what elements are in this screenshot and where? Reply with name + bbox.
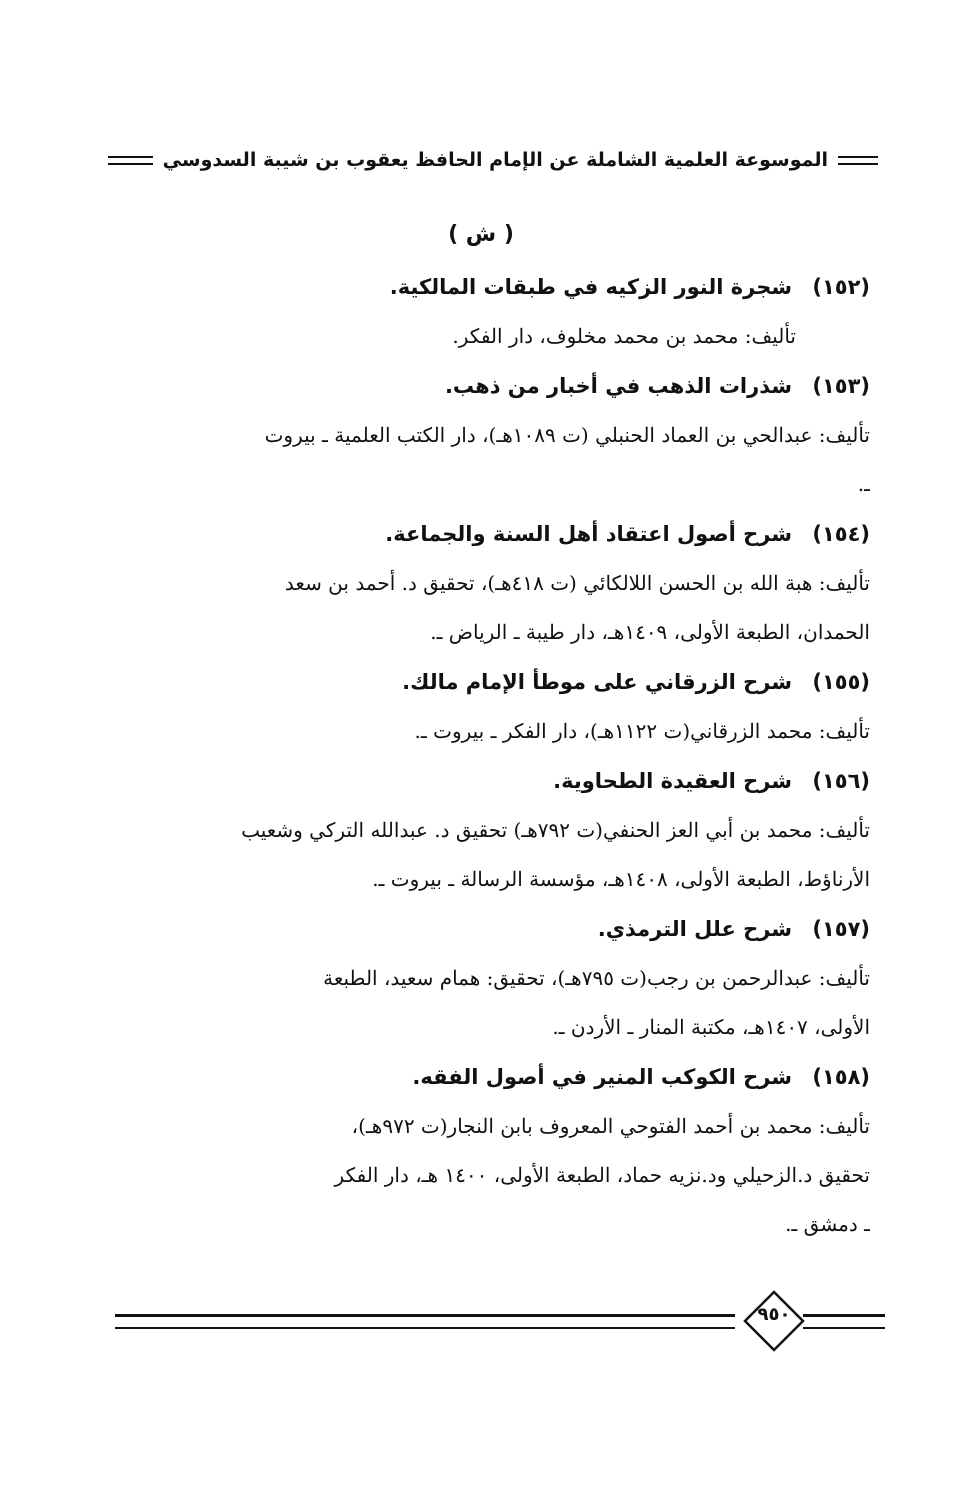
entry-details bbox=[110, 1102, 870, 1249]
entry-number: (١٥٧) bbox=[812, 917, 870, 941]
entry-number: (١٥٢) bbox=[812, 275, 870, 299]
running-header-title: الموسوعة العلمية الشاملة عن الإمام الحافظ يعقوب بن شيبة السدوسي bbox=[162, 149, 828, 171]
entry-title: شرح علل الترمذي. bbox=[597, 917, 792, 941]
entry-heading bbox=[110, 904, 870, 954]
bibliography-entry bbox=[110, 756, 870, 904]
entry-title: شرح الكوكب المنير في أصول الفقه. bbox=[412, 1065, 792, 1089]
page-number: ٩٥٠ bbox=[757, 1304, 791, 1325]
entry-detail-line: تحقيق د.الزحيلي ود.نزيه حماد، الطبعة الأولى، ١٤٠٠ هـ، دار الفكر bbox=[334, 1163, 870, 1187]
bibliography-entry bbox=[110, 904, 870, 1052]
header-rule-right bbox=[838, 156, 878, 165]
entry-details bbox=[110, 411, 870, 509]
entry-number: (١٥٨) bbox=[812, 1065, 870, 1089]
entry-details bbox=[110, 707, 870, 756]
bibliography-entry bbox=[110, 361, 870, 509]
footer-rule-left bbox=[115, 1314, 735, 1329]
entry-detail-line: ـ. bbox=[857, 472, 870, 496]
entry-title: شرح العقيدة الطحاوية. bbox=[553, 769, 792, 793]
entry-number: (١٥٦) bbox=[812, 769, 870, 793]
entry-title: شذرات الذهب في أخبار من ذهب. bbox=[444, 374, 792, 398]
section-letter: ( ش ) bbox=[448, 222, 514, 247]
entry-heading bbox=[110, 1052, 870, 1102]
entry-details bbox=[110, 954, 870, 1052]
entry-title: شرح أصول اعتقاد أهل السنة والجماعة. bbox=[385, 522, 792, 546]
entry-details bbox=[110, 559, 870, 657]
entry-number: (١٥٥) bbox=[812, 670, 870, 694]
entry-details bbox=[110, 806, 870, 904]
entry-details bbox=[110, 312, 870, 361]
running-header bbox=[108, 140, 878, 180]
bibliography-entry bbox=[110, 657, 870, 756]
entry-number: (١٥٣) bbox=[812, 374, 870, 398]
entry-title: شجرة النور الزكيه في طبقات المالكية. bbox=[389, 275, 792, 299]
entry-heading bbox=[110, 509, 870, 559]
bibliography-list bbox=[110, 262, 870, 1249]
entry-heading bbox=[110, 361, 870, 411]
header-rule-left bbox=[108, 156, 153, 165]
page-footer bbox=[115, 1290, 885, 1356]
entry-heading bbox=[110, 657, 870, 707]
entry-detail-line: تأليف: محمد بن أحمد الفتوحي المعروف بابن النجار(ت ٩٧٢هـ)، bbox=[351, 1114, 870, 1138]
entry-detail-line: تأليف: محمد بن محمد مخلوف، دار الفكر. bbox=[452, 324, 796, 348]
entry-title: شرح الزرقاني على موطأ الإمام مالك. bbox=[402, 670, 792, 694]
bibliography-entry bbox=[110, 509, 870, 657]
entry-heading bbox=[110, 262, 870, 312]
bibliography-entry bbox=[110, 262, 870, 361]
entry-detail-line: تأليف: هبة الله بن الحسن اللالكائي (ت ٤١٨هـ)، تحقيق د. أحمد بن سعد bbox=[284, 571, 870, 595]
entry-heading bbox=[110, 756, 870, 806]
entry-detail-line: الحمدان، الطبعة الأولى، ١٤٠٩هـ، دار طيبة ـ الرياض ـ. bbox=[430, 620, 870, 644]
footer-rule-right bbox=[803, 1314, 885, 1329]
entry-detail-line: تأليف: محمد بن أبي العز الحنفي(ت ٧٩٢هـ) تحقيق د. عبدالله التركي وشعيب bbox=[241, 818, 870, 842]
entry-detail-line: تأليف: عبدالحي بن العماد الحنبلي (ت ١٠٨٩هـ)، دار الكتب العلمية ـ بيروت bbox=[264, 423, 870, 447]
bibliography-entry bbox=[110, 1052, 870, 1249]
entry-detail-line: تأليف: عبدالرحمن بن رجب(ت ٧٩٥هـ)، تحقيق: همام سعيد، الطبعة bbox=[323, 966, 870, 990]
entry-detail-line: الأرناؤط، الطبعة الأولى، ١٤٠٨هـ، مؤسسة الرسالة ـ بيروت ـ. bbox=[372, 867, 870, 891]
entry-detail-line: تأليف: محمد الزرقاني(ت ١١٢٢هـ)، دار الفكر ـ بيروت ـ. bbox=[414, 719, 870, 743]
entry-detail-line: الأولى، ١٤٠٧هـ، مكتبة المنار ـ الأردن ـ. bbox=[552, 1015, 870, 1039]
entry-detail-line: ـ دمشق ـ. bbox=[785, 1212, 870, 1236]
entry-number: (١٥٤) bbox=[812, 522, 870, 546]
